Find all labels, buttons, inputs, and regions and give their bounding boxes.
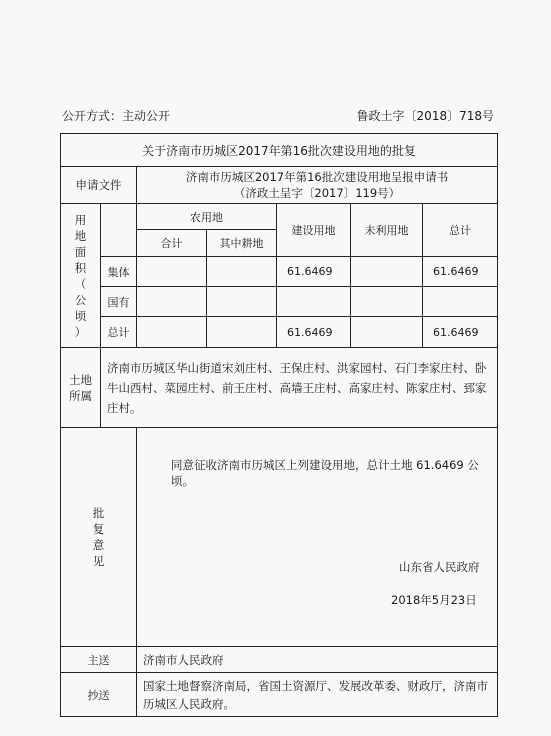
cell-total: 61.6469 bbox=[423, 257, 498, 287]
document-title: 关于济南市历城区2017年第16批次建设用地的批复 bbox=[61, 134, 498, 167]
issue-date: 2018年5月23日 bbox=[391, 593, 477, 607]
cell-total bbox=[423, 287, 498, 317]
cell-construction: 61.6469 bbox=[277, 317, 351, 348]
land-ownership-text: 济南市历城区华山街道宋刘庄村、王保庄村、洪家园村、石门李家庄村、卧牛山西村、菜园庄村、前王庄村、高墙王庄村、高家庄村、陈家庄村、郅家庄村。 bbox=[101, 348, 498, 428]
table-row bbox=[61, 317, 498, 348]
col-construction: 建设用地 bbox=[277, 204, 351, 257]
row-label-state: 国有 bbox=[101, 287, 137, 317]
col-unused: 未利用地 bbox=[351, 204, 423, 257]
copy-value: 国家土地督察济南局，省国土资源厅、发展改革委、财政厅，济南市历城区人民政府。 bbox=[137, 673, 498, 717]
opinion-text: 同意征收济南市历城区上列建设用地，总计土地 61.6469 公顷。 bbox=[171, 458, 479, 488]
cell-cultivated bbox=[207, 287, 277, 317]
row-label-collective: 集体 bbox=[101, 257, 137, 287]
area-corner-cell bbox=[101, 204, 137, 257]
cell-cultivated bbox=[207, 257, 277, 287]
issuer: 山东省人民政府 bbox=[399, 560, 480, 574]
opinion-body bbox=[137, 428, 498, 647]
col-cultivated: 其中耕地 bbox=[207, 230, 277, 257]
disclosure-method: 公开方式：主动公开 bbox=[62, 109, 171, 123]
area-label: 用 地 面 积 （ 公 顷 ） bbox=[61, 204, 101, 348]
send-label: 主送 bbox=[61, 647, 137, 673]
row-label-sum: 总计 bbox=[101, 317, 137, 348]
opinion-label: 批 复 意 见 bbox=[61, 428, 137, 647]
col-farmland: 农用地 bbox=[137, 204, 277, 230]
application-line2: （济政土呈字〔2017〕119号） bbox=[233, 186, 401, 200]
cell-construction: 61.6469 bbox=[277, 257, 351, 287]
send-value: 济南市人民政府 bbox=[137, 647, 498, 673]
cell-farm-total bbox=[137, 287, 207, 317]
table-row bbox=[61, 287, 498, 317]
cell-construction bbox=[277, 287, 351, 317]
document-number: 鲁政土字〔2018〕718号 bbox=[356, 109, 494, 123]
copy-label: 抄送 bbox=[61, 673, 137, 717]
cell-unused bbox=[351, 317, 423, 348]
cell-farm-total bbox=[137, 257, 207, 287]
cell-unused bbox=[351, 287, 423, 317]
cell-cultivated bbox=[207, 317, 277, 348]
application-document bbox=[137, 167, 498, 204]
approval-table bbox=[60, 133, 498, 717]
table-row bbox=[61, 257, 498, 287]
col-total: 总计 bbox=[423, 204, 498, 257]
cell-total: 61.6469 bbox=[423, 317, 498, 348]
col-farmland-total: 合计 bbox=[137, 230, 207, 257]
land-ownership-label: 土地 所属 bbox=[61, 348, 101, 428]
cell-unused bbox=[351, 257, 423, 287]
cell-farm-total bbox=[137, 317, 207, 348]
application-line1: 济南市历城区2017年第16批次建设用地呈报申请书 bbox=[185, 170, 449, 184]
application-label: 申请文件 bbox=[61, 167, 137, 204]
